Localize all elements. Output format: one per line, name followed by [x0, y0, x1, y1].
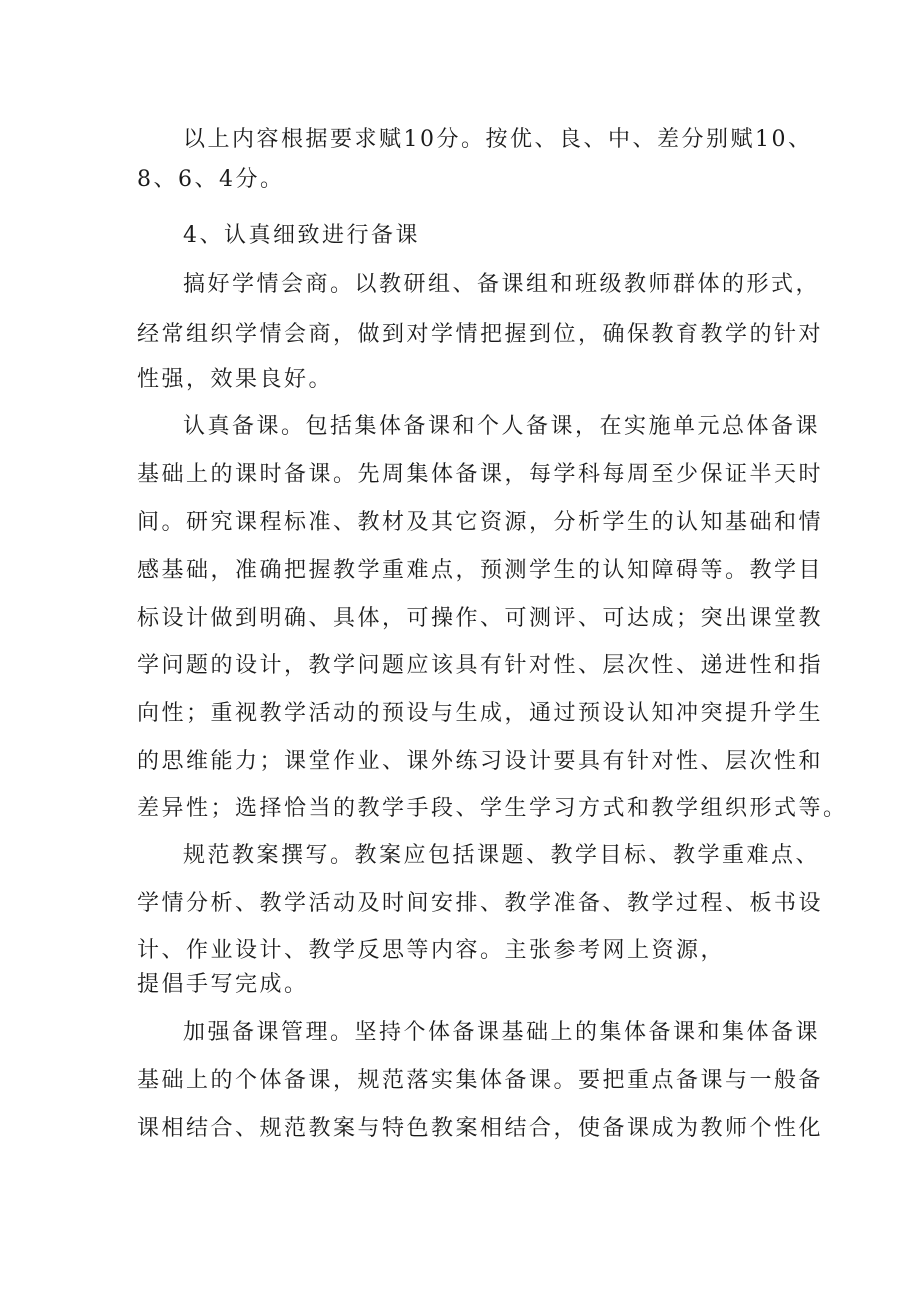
document-line: 标设计做到明确、具体，可操作、可测评、可达成；突出课堂教 — [137, 606, 824, 631]
document-line: 4、认真细致进行备课 — [183, 223, 420, 248]
document-line: 基础上的个体备课，规范落实集体备课。要把重点备课与一般备 — [137, 1068, 824, 1093]
document-line: 搞好学情会商。以教研组、备课组和班级教师群体的形式， — [183, 272, 821, 297]
document-line: 认真备课。包括集体备课和个人备课，在实施单元总体备课 — [183, 414, 821, 439]
document-line: 差异性；选择恰当的教学手段、学生学习方式和教学组织形式等。 — [137, 796, 848, 821]
document-line: 8、6、4分。 — [137, 167, 285, 192]
document-line: 性强，效果良好。 — [137, 367, 334, 392]
document-line: 计、作业设计、教学反思等内容。主张参考网上资源， — [137, 938, 726, 963]
document-line: 规范教案撰写。教案应包括课题、教学目标、教学重难点、 — [183, 843, 821, 868]
document-line: 学情分析、教学活动及时间安排、教学准备、教学过程、板书设 — [137, 891, 824, 916]
document-line: 提倡手写完成。 — [137, 972, 309, 997]
document-line: 加强备课管理。坚持个体备课基础上的集体备课和集体备课 — [183, 1020, 821, 1045]
document-line: 感基础，准确把握教学重难点，预测学生的认知障碍等。教学目 — [137, 558, 824, 583]
document-line: 学问题的设计，教学问题应该具有针对性、层次性、递进性和指 — [137, 653, 824, 678]
document-line: 向性；重视教学活动的预设与生成，通过预设认知冲突提升学生 — [137, 701, 824, 726]
document-line: 以上内容根据要求赋10分。按优、良、中、差分别赋10、 — [183, 127, 813, 152]
document-line: 的思维能力；课堂作业、课外练习设计要具有针对性、层次性和 — [137, 749, 824, 774]
document-line: 间。研究课程标准、教材及其它资源，分析学生的认知基础和情 — [137, 510, 824, 535]
document-line: 基础上的课时备课。先周集体备课，每学科每周至少保证半天时 — [137, 462, 824, 487]
document-line: 经常组织学情会商，做到对学情把握到位，确保教育教学的针对 — [137, 322, 824, 347]
document-line: 课相结合、规范教案与特色教案相结合，使备课成为教师个性化 — [137, 1116, 824, 1141]
